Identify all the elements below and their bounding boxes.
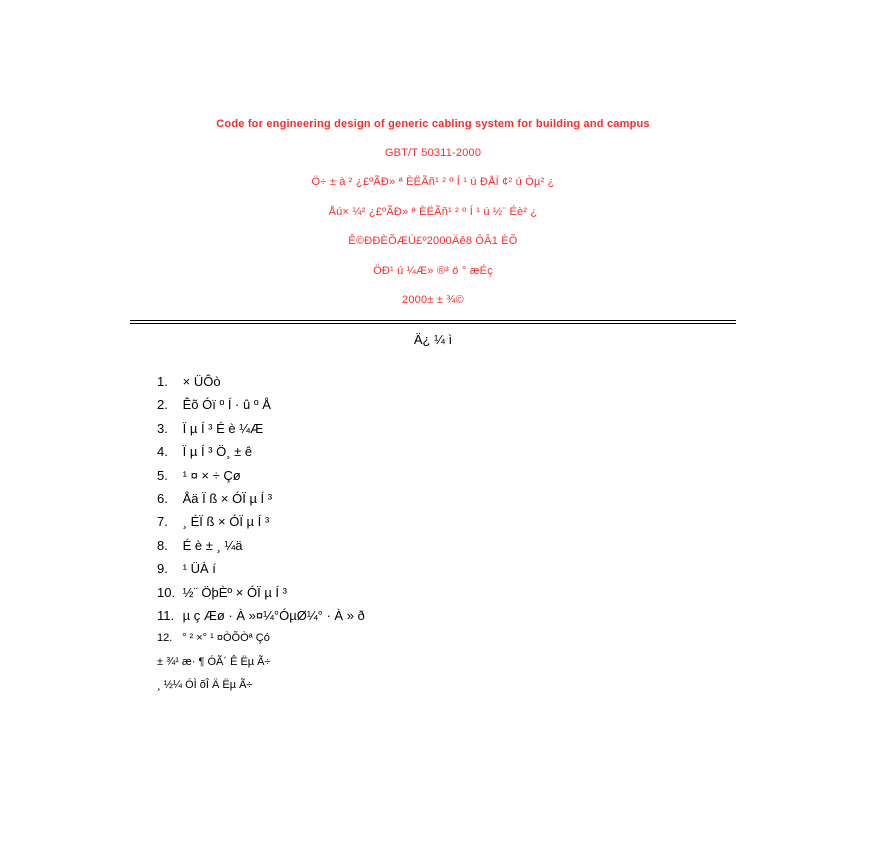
- toc-item: [157, 417, 365, 440]
- toc-item: [157, 370, 365, 393]
- toc-item: [157, 393, 365, 416]
- toc-heading: Ä¿ ¼ ì: [413, 332, 453, 347]
- toc-item: [157, 627, 365, 650]
- toc-item: [157, 674, 365, 697]
- toc-item-number: 3.: [157, 420, 168, 436]
- toc-item-label: Ï µ Í ³ Ö¸ ± ê: [182, 444, 253, 460]
- toc-item-number: 6.: [157, 490, 168, 506]
- header-approver-line: Åú× ¼² ¿£ºÃÐ» ª ÈËÃñ¹ ² º Í ¹ ú ½¨ Éè² ¿: [328, 206, 538, 218]
- toc-item: [157, 651, 365, 674]
- toc-item-label: ¸ ÉÏ ß × ÓÏ µ Í ³: [182, 514, 270, 530]
- toc-item-label: Êõ Óï º Í · û º Å: [182, 397, 271, 413]
- toc-item-label: É è ± ¸ ¼ä: [182, 537, 243, 553]
- table-of-contents: [157, 370, 365, 697]
- toc-item-label: × ÜÔò: [182, 374, 221, 389]
- toc-item: [157, 464, 365, 487]
- toc-item: [157, 510, 365, 533]
- toc-item-number: 10.: [157, 584, 176, 600]
- divider-rule-top: [130, 320, 736, 321]
- toc-item: [157, 487, 365, 510]
- toc-item: [157, 440, 365, 463]
- toc-item-number: 2.: [157, 397, 168, 413]
- header-publisher-line: ÖÐ¹ ú ¼Æ» ®³ ö ° æÉç: [373, 265, 493, 277]
- toc-item-label: µ ç Æø · À »¤¼°ÓµØ¼° · À » ð: [182, 607, 365, 623]
- toc-item-number: 4.: [157, 444, 168, 460]
- toc-item-number: 7.: [157, 514, 168, 530]
- toc-item-number: 8.: [157, 537, 168, 553]
- toc-item-label: ¹ ÜÀ í: [182, 561, 216, 577]
- toc-item-label: ¸ ½¼ ÓÌ õÎ Ä Ëµ Ã÷: [157, 679, 253, 692]
- toc-item-number: 9.: [157, 561, 168, 577]
- toc-item: [157, 557, 365, 580]
- toc-item-label: ½¨ ÖþÈº × ÓÏ µ Í ³: [182, 584, 287, 600]
- toc-item-label: Ï µ Í ³ É è ¼Æ: [182, 420, 264, 436]
- toc-item-number: 12.: [157, 632, 173, 645]
- toc-item-label: ° ² ×° ¹ ¤ÒÕÒª Çó: [182, 632, 270, 645]
- document-title-english: Code for engineering design of generic cabling system for building and campus: [216, 118, 650, 130]
- toc-item-label: Åä Ï ß × ÓÏ µ Í ³: [182, 490, 273, 506]
- header-place-year-line: 2000± ± ¾©: [402, 294, 464, 306]
- toc-item: [157, 581, 365, 604]
- toc-item-label: ± ¾¹ æ· ¶ ÓÃ´ Ê Ëµ Ã÷: [157, 655, 271, 668]
- toc-item-number: 5.: [157, 467, 168, 483]
- header-editor-line: Ö÷ ± à ² ¿£ºÃÐ» ª ÈËÃñ¹ ² º Í ¹ ú ÐÅÏ ¢² ú Òµ² ¿: [311, 176, 555, 188]
- toc-item-number: 11.: [157, 607, 175, 623]
- toc-item: [157, 534, 365, 557]
- header-effective-date-line: Ê©ÐÐÈÕÆÚ£º2000Äê8 ÔÂ1 ÈÕ: [348, 235, 518, 247]
- divider-rule-bottom: [130, 323, 736, 324]
- standard-number: GBT/T 50311-2000: [384, 147, 482, 159]
- toc-item-label: ¹ ¤ × ÷ Çø: [182, 467, 241, 483]
- toc-item-number: 1.: [157, 374, 168, 389]
- toc-item: [157, 604, 365, 627]
